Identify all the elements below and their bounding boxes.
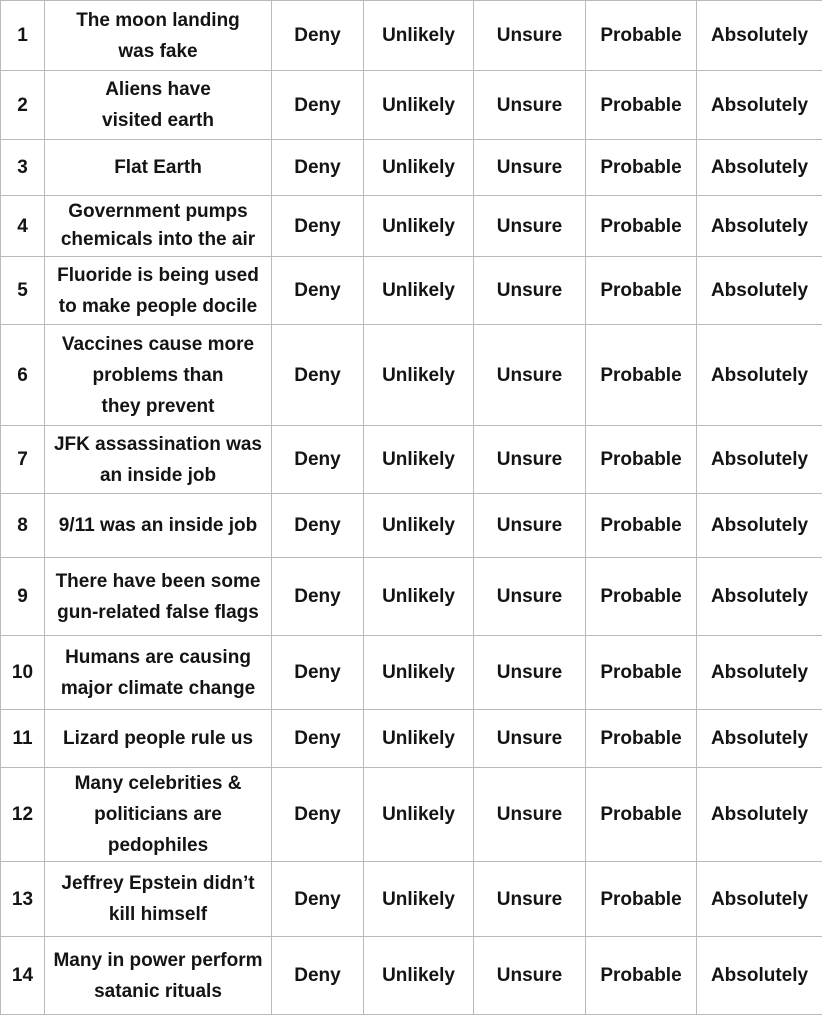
row-number: 9 — [1, 558, 45, 636]
statement-text: There have been some gun-related false flags — [45, 558, 272, 636]
option-probable[interactable]: Probable — [586, 862, 697, 937]
option-unsure[interactable]: Unsure — [474, 937, 586, 1015]
option-absolutely[interactable]: Absolutely — [697, 636, 822, 710]
option-deny[interactable]: Deny — [272, 196, 364, 257]
row-number: 7 — [1, 426, 45, 494]
option-absolutely[interactable]: Absolutely — [697, 710, 822, 768]
option-deny[interactable]: Deny — [272, 325, 364, 426]
option-unlikely[interactable]: Unlikely — [364, 710, 474, 768]
row-number: 13 — [1, 862, 45, 937]
statement-text: JFK assassination was an inside job — [45, 426, 272, 494]
option-unsure[interactable]: Unsure — [474, 1, 586, 71]
option-deny[interactable]: Deny — [272, 1, 364, 71]
option-absolutely[interactable]: Absolutely — [697, 71, 822, 140]
row-number: 3 — [1, 140, 45, 196]
option-absolutely[interactable]: Absolutely — [697, 257, 822, 325]
survey-row-5 — [1, 257, 822, 325]
option-probable[interactable]: Probable — [586, 196, 697, 257]
statement-text: Jeffrey Epstein didn’t kill himself — [45, 862, 272, 937]
option-absolutely[interactable]: Absolutely — [697, 862, 822, 937]
option-absolutely[interactable]: Absolutely — [697, 494, 822, 558]
option-deny[interactable]: Deny — [272, 768, 364, 862]
option-probable[interactable]: Probable — [586, 140, 697, 196]
option-unsure[interactable]: Unsure — [474, 71, 586, 140]
statement-text: Lizard people rule us — [45, 710, 272, 768]
option-unlikely[interactable]: Unlikely — [364, 636, 474, 710]
option-probable[interactable]: Probable — [586, 558, 697, 636]
option-absolutely[interactable]: Absolutely — [697, 325, 822, 426]
row-number: 12 — [1, 768, 45, 862]
statement-text: Fluoride is being used to make people docile — [45, 257, 272, 325]
option-deny[interactable]: Deny — [272, 426, 364, 494]
option-probable[interactable]: Probable — [586, 494, 697, 558]
option-unlikely[interactable]: Unlikely — [364, 71, 474, 140]
option-absolutely[interactable]: Absolutely — [697, 768, 822, 862]
row-number: 11 — [1, 710, 45, 768]
option-probable[interactable]: Probable — [586, 1, 697, 71]
option-unlikely[interactable]: Unlikely — [364, 558, 474, 636]
row-number: 1 — [1, 1, 45, 71]
survey-row-10 — [1, 636, 822, 710]
survey-rows — [1, 1, 822, 1015]
statement-text: Many celebrities & politicians are pedophiles — [45, 768, 272, 862]
option-unsure[interactable]: Unsure — [474, 558, 586, 636]
option-unsure[interactable]: Unsure — [474, 768, 586, 862]
option-unlikely[interactable]: Unlikely — [364, 937, 474, 1015]
option-unlikely[interactable]: Unlikely — [364, 494, 474, 558]
option-probable[interactable]: Probable — [586, 937, 697, 1015]
survey-row-13 — [1, 862, 822, 937]
survey-row-4 — [1, 196, 822, 257]
option-absolutely[interactable]: Absolutely — [697, 140, 822, 196]
option-unlikely[interactable]: Unlikely — [364, 196, 474, 257]
statement-text: Aliens have visited earth — [45, 71, 272, 140]
survey-row-1 — [1, 1, 822, 71]
option-unsure[interactable]: Unsure — [474, 257, 586, 325]
option-unsure[interactable]: Unsure — [474, 862, 586, 937]
option-deny[interactable]: Deny — [272, 558, 364, 636]
option-deny[interactable]: Deny — [272, 257, 364, 325]
option-unlikely[interactable]: Unlikely — [364, 426, 474, 494]
statement-text: Humans are causing major climate change — [45, 636, 272, 710]
option-unsure[interactable]: Unsure — [474, 426, 586, 494]
option-unlikely[interactable]: Unlikely — [364, 257, 474, 325]
survey-row-12 — [1, 768, 822, 862]
statement-text: 9/11 was an inside job — [45, 494, 272, 558]
row-number: 10 — [1, 636, 45, 710]
option-deny[interactable]: Deny — [272, 710, 364, 768]
option-probable[interactable]: Probable — [586, 710, 697, 768]
option-probable[interactable]: Probable — [586, 257, 697, 325]
option-unsure[interactable]: Unsure — [474, 325, 586, 426]
option-absolutely[interactable]: Absolutely — [697, 426, 822, 494]
option-absolutely[interactable]: Absolutely — [697, 937, 822, 1015]
option-unlikely[interactable]: Unlikely — [364, 768, 474, 862]
survey-row-11 — [1, 710, 822, 768]
survey-row-14 — [1, 937, 822, 1015]
option-probable[interactable]: Probable — [586, 768, 697, 862]
option-unsure[interactable]: Unsure — [474, 710, 586, 768]
option-unsure[interactable]: Unsure — [474, 494, 586, 558]
survey-row-2 — [1, 71, 822, 140]
option-deny[interactable]: Deny — [272, 71, 364, 140]
option-unsure[interactable]: Unsure — [474, 140, 586, 196]
statement-text: Flat Earth — [45, 140, 272, 196]
option-probable[interactable]: Probable — [586, 636, 697, 710]
option-deny[interactable]: Deny — [272, 937, 364, 1015]
statement-text: Government pumps chemicals into the air — [45, 196, 272, 257]
option-unsure[interactable]: Unsure — [474, 196, 586, 257]
row-number: 2 — [1, 71, 45, 140]
option-probable[interactable]: Probable — [586, 71, 697, 140]
row-number: 4 — [1, 196, 45, 257]
option-deny[interactable]: Deny — [272, 140, 364, 196]
option-absolutely[interactable]: Absolutely — [697, 1, 822, 71]
option-probable[interactable]: Probable — [586, 325, 697, 426]
option-probable[interactable]: Probable — [586, 426, 697, 494]
statement-text: Many in power perform satanic rituals — [45, 937, 272, 1015]
row-number: 14 — [1, 937, 45, 1015]
option-absolutely[interactable]: Absolutely — [697, 558, 822, 636]
survey-row-7 — [1, 426, 822, 494]
option-unlikely[interactable]: Unlikely — [364, 140, 474, 196]
option-unsure[interactable]: Unsure — [474, 636, 586, 710]
option-unlikely[interactable]: Unlikely — [364, 1, 474, 71]
option-absolutely[interactable]: Absolutely — [697, 196, 822, 257]
row-number: 8 — [1, 494, 45, 558]
option-deny[interactable]: Deny — [272, 862, 364, 937]
option-unlikely[interactable]: Unlikely — [364, 862, 474, 937]
survey-row-8 — [1, 494, 822, 558]
statement-text: Vaccines cause more problems than they prevent — [45, 325, 272, 426]
survey-row-6 — [1, 325, 822, 426]
option-deny[interactable]: Deny — [272, 494, 364, 558]
survey-row-3 — [1, 140, 822, 196]
row-number: 5 — [1, 257, 45, 325]
statement-text: The moon landing was fake — [45, 1, 272, 71]
row-number: 6 — [1, 325, 45, 426]
survey-row-9 — [1, 558, 822, 636]
option-unlikely[interactable]: Unlikely — [364, 325, 474, 426]
option-deny[interactable]: Deny — [272, 636, 364, 710]
